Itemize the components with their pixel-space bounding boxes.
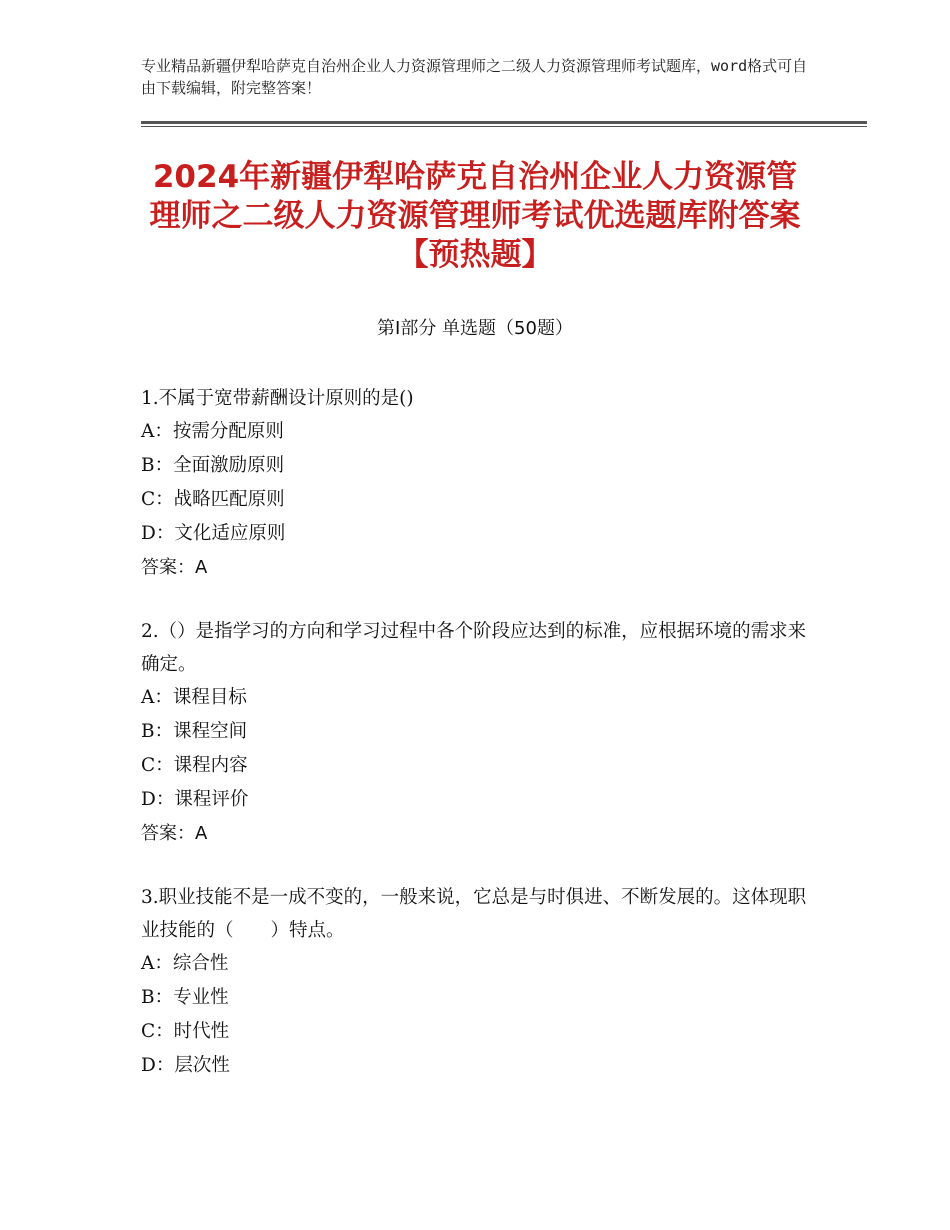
question-stem: 2.（）是指学习的方向和学习过程中各个阶段应达到的标准，应根据环境的需求来确定。	[141, 621, 807, 675]
option-c: C：时代性	[141, 1021, 230, 1042]
document-title: 2024年新疆伊犁哈萨克自治州企业人力资源管理师之二级人力资源管理师考试优选题库附答案【预热题】	[149, 159, 801, 273]
question-stem: 3.职业技能不是一成不变的，一般来说，它总是与时俱进、不断发展的。这体现职业技能的（ ）特点。	[141, 887, 807, 941]
header-note: 专业精品新疆伊犁哈萨克自治州企业人力资源管理师之二级人力资源管理师考试题库，word格式可自由下载编辑，附完整答案！	[141, 57, 808, 97]
answer: 答案：A	[141, 557, 208, 578]
option-c: C：战略匹配原则	[141, 489, 285, 510]
option-c: C：课程内容	[141, 755, 248, 776]
question-1	[141, 382, 809, 585]
answer: 答案：A	[141, 823, 208, 844]
section-title: 第Ⅰ部分 单选题（50题）	[377, 318, 573, 339]
question-list	[141, 382, 809, 1113]
header-divider-thin	[141, 126, 867, 127]
option-d: D：层次性	[141, 1055, 230, 1076]
option-b: B：全面激励原则	[141, 455, 285, 476]
question-3	[141, 881, 809, 1083]
question-stem: 1.不属于宽带薪酬设计原则的是()	[141, 388, 414, 409]
question-2	[141, 615, 809, 851]
option-b: B：专业性	[141, 987, 229, 1008]
option-d: D：课程评价	[141, 789, 249, 810]
option-b: B：课程空间	[141, 721, 248, 742]
option-d: D：文化适应原则	[141, 523, 286, 544]
option-a: A：综合性	[141, 953, 229, 974]
option-a: A：按需分配原则	[141, 421, 284, 442]
header-divider-thick	[141, 121, 867, 124]
option-a: A：课程目标	[141, 687, 247, 708]
